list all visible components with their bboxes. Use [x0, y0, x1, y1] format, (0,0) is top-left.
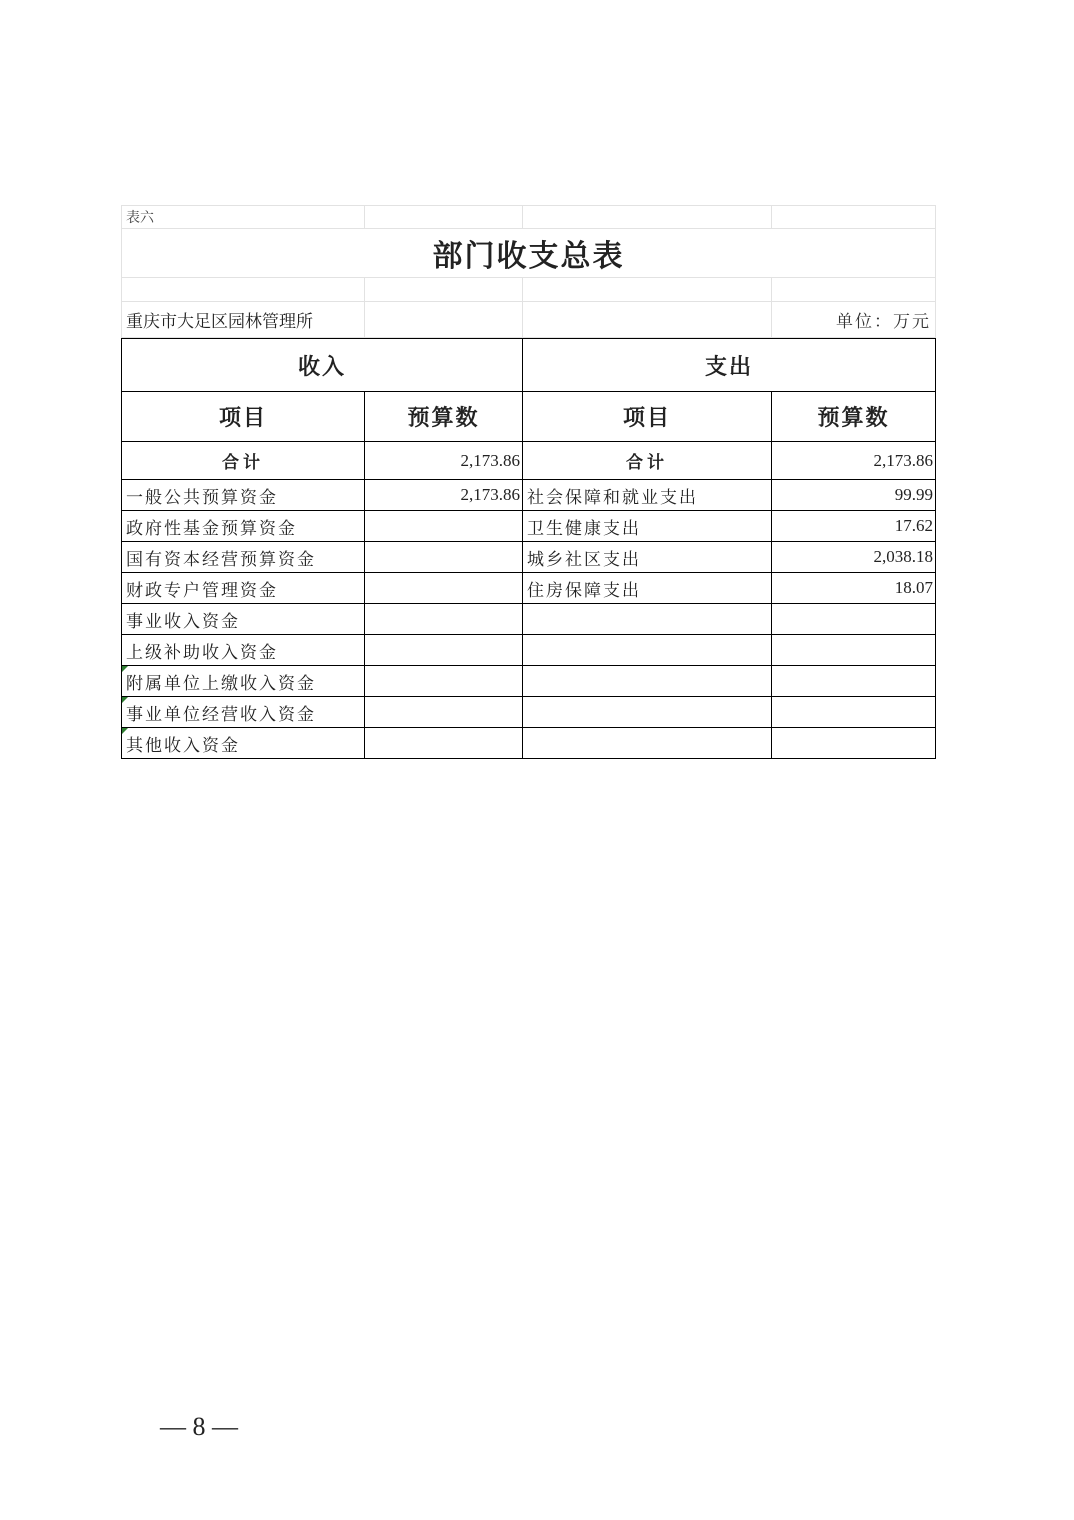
org-name: 重庆市大足区园林管理所 — [122, 302, 365, 338]
expense-item — [523, 697, 772, 728]
income-item-header: 项目 — [122, 392, 365, 442]
income-item: 政府性基金预算资金 — [122, 511, 365, 542]
table-row — [122, 728, 936, 759]
income-item: 财政专户管理资金 — [122, 573, 365, 604]
income-total-label: 合计 — [122, 442, 365, 480]
expense-item — [523, 604, 772, 635]
table-row — [122, 604, 936, 635]
expense-item — [523, 728, 772, 759]
expense-item: 城乡社区支出 — [523, 542, 772, 573]
income-value: 2,173.86 — [365, 480, 523, 511]
income-item: 附属单位上缴收入资金 — [122, 666, 365, 697]
table-row — [122, 666, 936, 697]
income-header: 收入 — [122, 339, 523, 392]
budget-sheet — [121, 205, 935, 759]
section-header-row — [122, 339, 936, 392]
expense-item: 社会保障和就业支出 — [523, 480, 772, 511]
income-value — [365, 666, 523, 697]
expense-total-label: 合计 — [523, 442, 772, 480]
table-row — [122, 511, 936, 542]
income-value — [365, 604, 523, 635]
expense-value — [772, 635, 936, 666]
income-item: 一般公共预算资金 — [122, 480, 365, 511]
expense-item — [523, 666, 772, 697]
income-value — [365, 635, 523, 666]
unit-label: 单位：万元 — [772, 302, 936, 338]
income-item: 国有资本经营预算资金 — [122, 542, 365, 573]
expense-value — [772, 697, 936, 728]
income-value — [365, 697, 523, 728]
column-header-row — [122, 392, 936, 442]
expense-value: 2,038.18 — [772, 542, 936, 573]
table-row — [122, 480, 936, 511]
budget-table — [121, 338, 936, 759]
page-number: — 8 — — [160, 1412, 238, 1441]
sheet-header-grid — [121, 205, 936, 338]
income-item: 其他收入资金 — [122, 728, 365, 759]
income-item: 事业单位经营收入资金 — [122, 697, 365, 728]
income-value — [365, 542, 523, 573]
page-title: 部门收支总表 — [122, 229, 936, 278]
table-row — [122, 635, 936, 666]
table-row — [122, 697, 936, 728]
income-item: 上级补助收入资金 — [122, 635, 365, 666]
income-value — [365, 573, 523, 604]
expense-header: 支出 — [523, 339, 936, 392]
expense-item — [523, 635, 772, 666]
expense-value: 17.62 — [772, 511, 936, 542]
income-budget-header: 预算数 — [365, 392, 523, 442]
expense-value: 18.07 — [772, 573, 936, 604]
expense-value — [772, 728, 936, 759]
expense-value: 99.99 — [772, 480, 936, 511]
expense-total-value: 2,173.86 — [772, 442, 936, 480]
expense-value — [772, 666, 936, 697]
income-item: 事业收入资金 — [122, 604, 365, 635]
expense-value — [772, 604, 936, 635]
income-total-value: 2,173.86 — [365, 442, 523, 480]
income-value — [365, 511, 523, 542]
table-tag: 表六 — [122, 206, 365, 229]
expense-budget-header: 预算数 — [772, 392, 936, 442]
table-row — [122, 542, 936, 573]
expense-item-header: 项目 — [523, 392, 772, 442]
expense-item: 住房保障支出 — [523, 573, 772, 604]
table-row — [122, 573, 936, 604]
expense-item: 卫生健康支出 — [523, 511, 772, 542]
total-row — [122, 442, 936, 480]
income-value — [365, 728, 523, 759]
